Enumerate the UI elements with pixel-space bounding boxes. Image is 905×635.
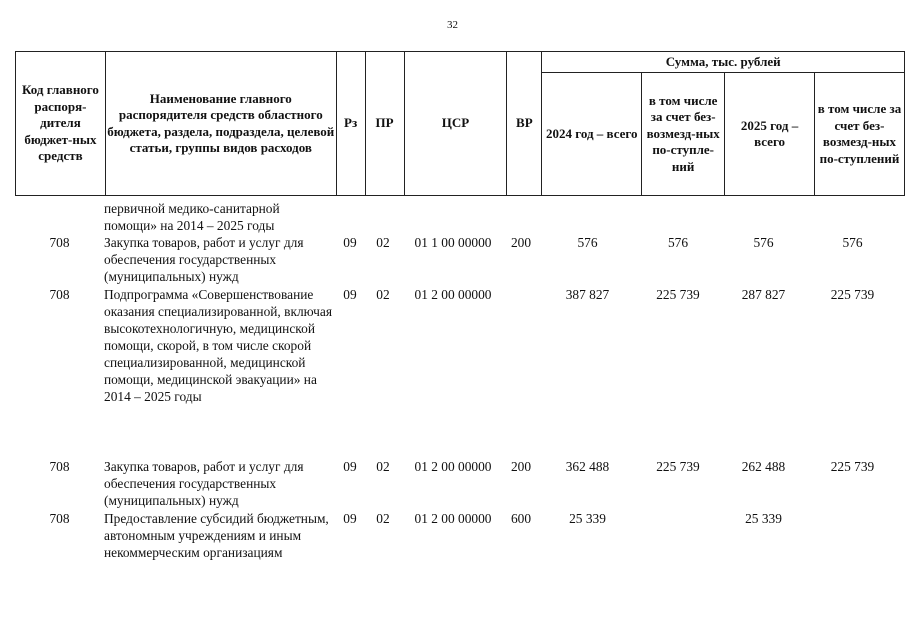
row-2024-free: 225 739 [656, 287, 700, 302]
row-code: 708 [49, 235, 70, 250]
row-pr: 02 [376, 459, 390, 474]
row-name: Закупка товаров, работ и услуг для обеспечения государственных (муниципальных) нужд [104, 235, 304, 284]
header-vr: ВР [507, 52, 542, 196]
row-csr: 01 2 00 00000 [414, 511, 492, 526]
continuation-text: первичной медико-санитарной помощи» на 2014 – 2025 годы [104, 201, 280, 233]
row-vr: 200 [510, 459, 532, 474]
header-pr: ПР [365, 52, 404, 196]
row-2025-total: 576 [753, 235, 774, 250]
header-2024-free: в том числе за счет без-возмезд-ных по-ступле-ний [642, 73, 725, 196]
row-rz: 09 [343, 511, 357, 526]
row-name: Предоставление субсидий бюджетным, автономным учреждениям и иным некоммерческим организациям [104, 511, 329, 560]
row-2024-total: 25 339 [569, 511, 606, 526]
row-2025-total: 25 339 [745, 511, 782, 526]
row-2024-total: 387 827 [565, 287, 610, 302]
row-2025-total: 262 488 [741, 459, 786, 474]
table-header [15, 51, 905, 196]
row-rz: 09 [343, 459, 357, 474]
row-2025-total: 287 827 [741, 287, 786, 302]
row-code: 708 [49, 287, 70, 302]
row-csr: 01 1 00 00000 [414, 235, 492, 250]
row-name: Закупка товаров, работ и услуг для обеспечения государственных (муниципальных) нужд [104, 459, 304, 508]
row-vr: 600 [510, 511, 532, 526]
header-name: Наименование главного распорядителя средств областного бюджета, раздела, подраздела, целевой статьи, группы видов расходов [105, 52, 336, 196]
header-2025-free: в том числе за счет без-возмезд-ных по-ступлений [815, 73, 905, 196]
row-2024-free: 225 739 [656, 459, 700, 474]
header-rz: Рз [336, 52, 365, 196]
row-csr: 01 2 00 00000 [414, 287, 492, 302]
row-2025-free: 576 [842, 235, 863, 250]
row-vr: 200 [510, 235, 532, 250]
row-pr: 02 [376, 287, 390, 302]
row-rz: 09 [343, 287, 357, 302]
row-pr: 02 [376, 235, 390, 250]
row-2024-total: 362 488 [565, 459, 610, 474]
row-2025-free: 225 739 [830, 287, 875, 302]
header-csr: ЦСР [404, 52, 507, 196]
row-2024-total: 576 [577, 235, 598, 250]
header-sum: Сумма, тыс. рублей [542, 52, 905, 73]
header-2024-total: 2024 год – всего [542, 73, 642, 196]
row-code: 708 [49, 511, 70, 526]
row-name: Подпрограмма «Совершенствование оказания специализированной, включая высокотехнологичную, медицинской помощи, скорой, в том числе скорой специализированной, медицинской помощи, медицинской эвакуации» на 2014 – 2025 годы [104, 287, 332, 404]
header-2025-total: 2025 год – всего [725, 73, 815, 196]
row-rz: 09 [343, 235, 357, 250]
page-number: 32 [447, 19, 458, 31]
row-csr: 01 2 00 00000 [414, 459, 492, 474]
row-code: 708 [49, 459, 70, 474]
row-2025-free: 225 739 [830, 459, 875, 474]
header-code: Код главного распоря-дителя бюджет-ных средств [16, 52, 106, 196]
row-2024-free: 576 [667, 235, 689, 250]
row-pr: 02 [376, 511, 390, 526]
